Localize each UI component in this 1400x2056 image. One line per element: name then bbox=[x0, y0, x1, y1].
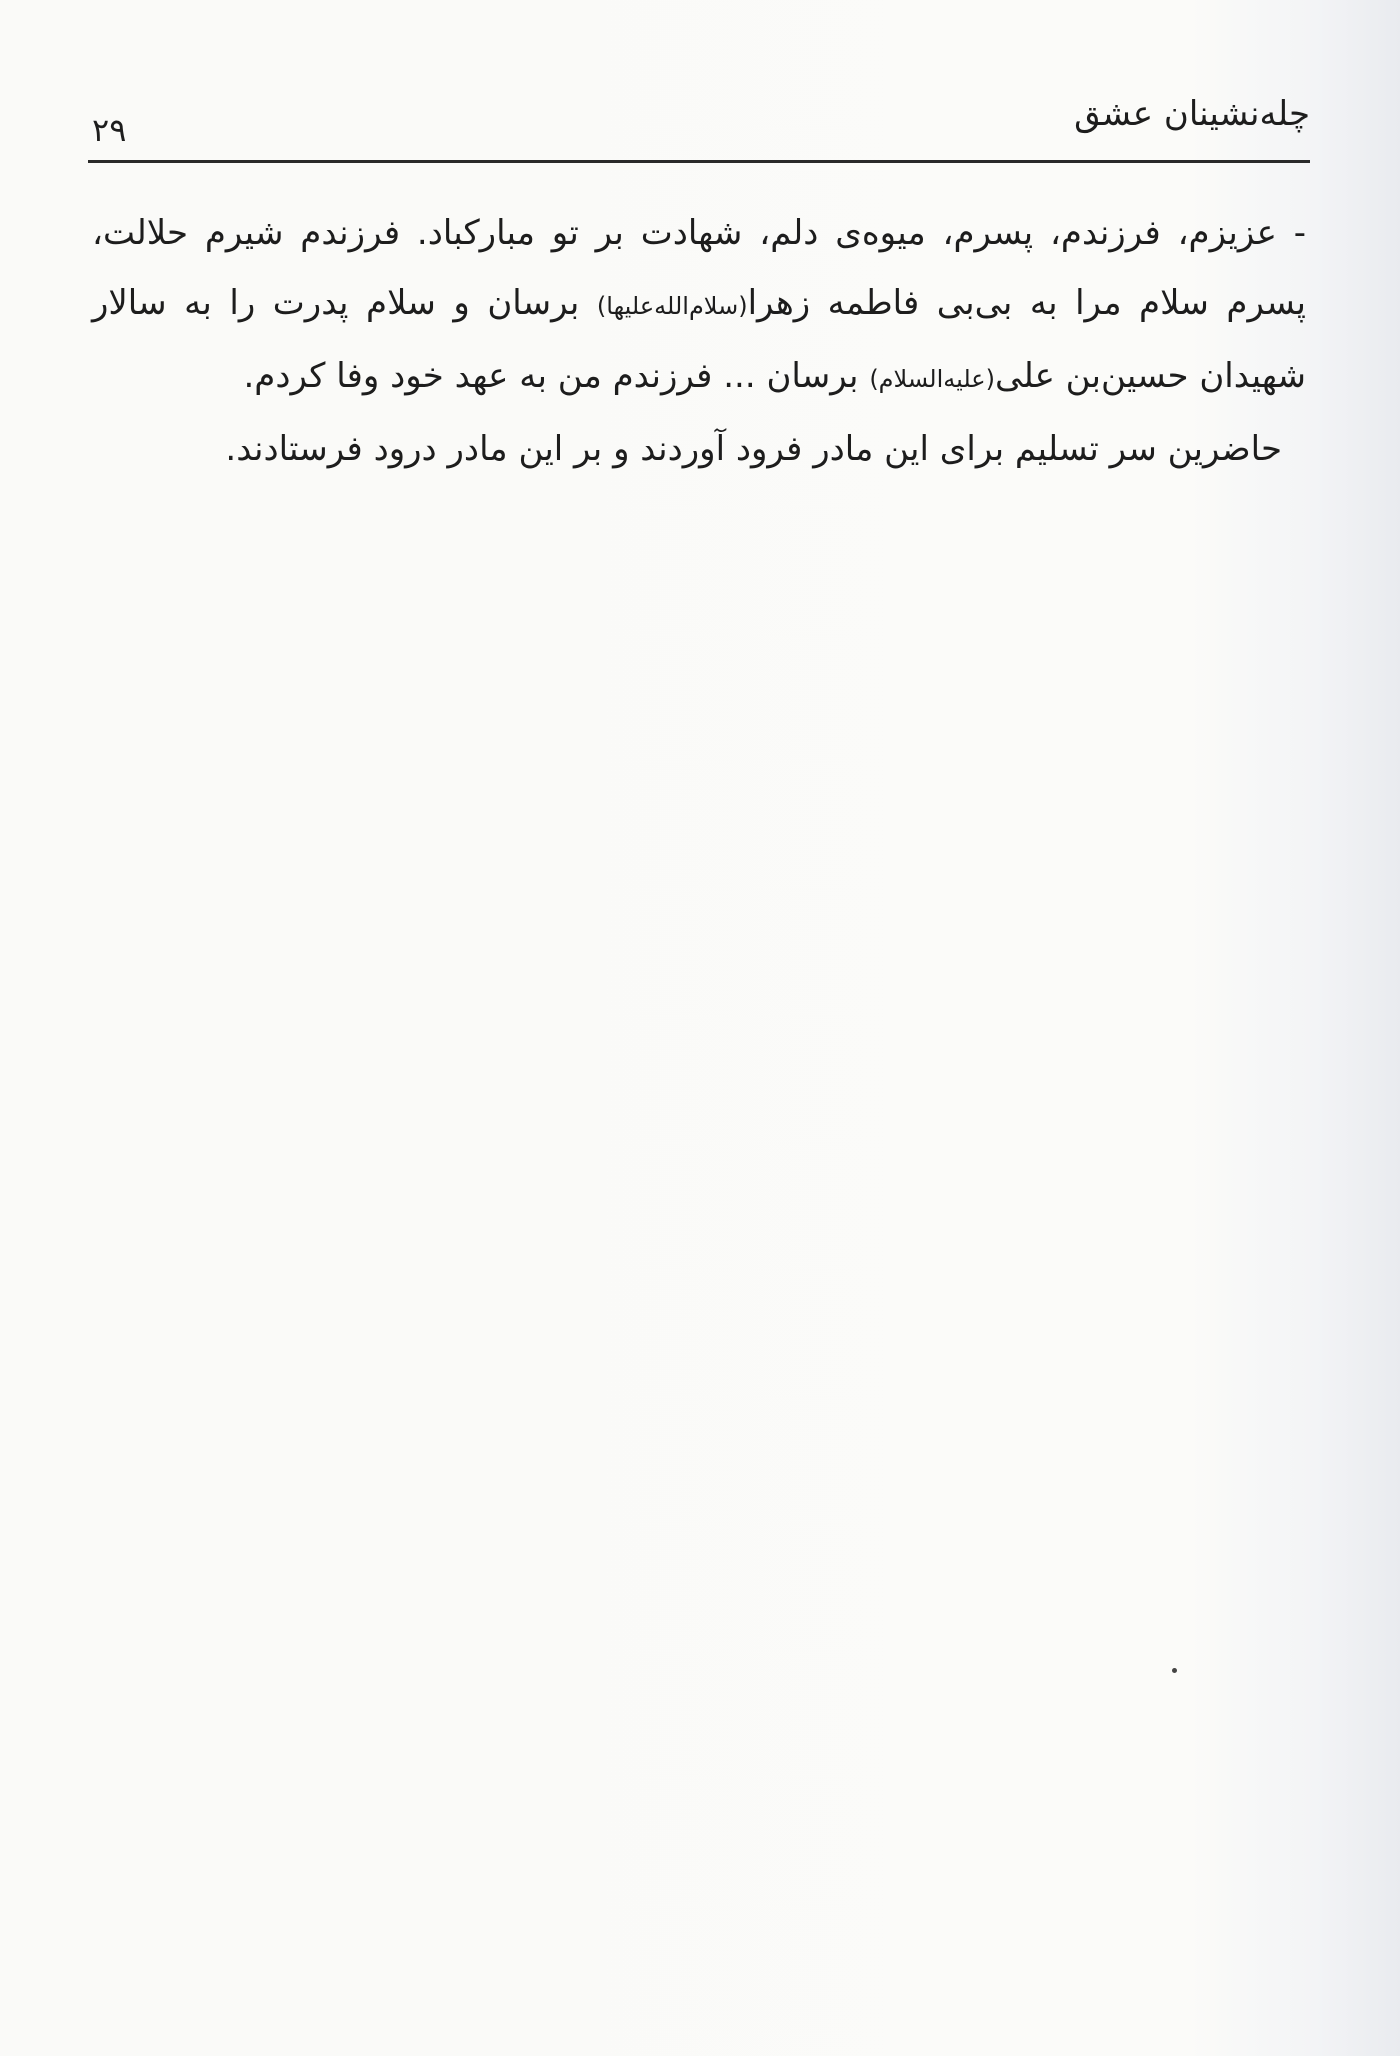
speech-text-part-1: - عزیزم، فرزندم، پسرم، میوه‌ی دلم، شهادت بر تو مبارکباد. فرزندم شیرم حلالت، پسرم سلام مرا به بی‌بی فاطمه زهرا bbox=[92, 213, 1307, 323]
speech-text-part-3: برسان ... فرزندم من به عهد خود وفا کردم. bbox=[243, 356, 870, 396]
honorific-salamullah-alayha: (سلام‌الله‌علیها) bbox=[596, 292, 748, 320]
page-header bbox=[88, 92, 1310, 158]
paragraph-mother-speech bbox=[92, 198, 1306, 414]
paper-speck bbox=[1172, 1668, 1177, 1673]
page-number: ۲۹ bbox=[92, 111, 127, 149]
honorific-alayhissalam: (علیه‌السلام) bbox=[869, 365, 995, 393]
page-body bbox=[92, 198, 1306, 484]
paragraph-audience: حاضرین سر تسلیم برای این مادر فرود آوردند و بر این مادر درود فرستادند. bbox=[225, 429, 1282, 469]
header-divider bbox=[88, 160, 1310, 163]
running-title: چله‌نشینان عشق bbox=[1074, 94, 1310, 134]
speech-text-part-2: برسان و سلام پدرت را به سالار شهیدان حسین‌بن علی bbox=[92, 283, 1306, 396]
